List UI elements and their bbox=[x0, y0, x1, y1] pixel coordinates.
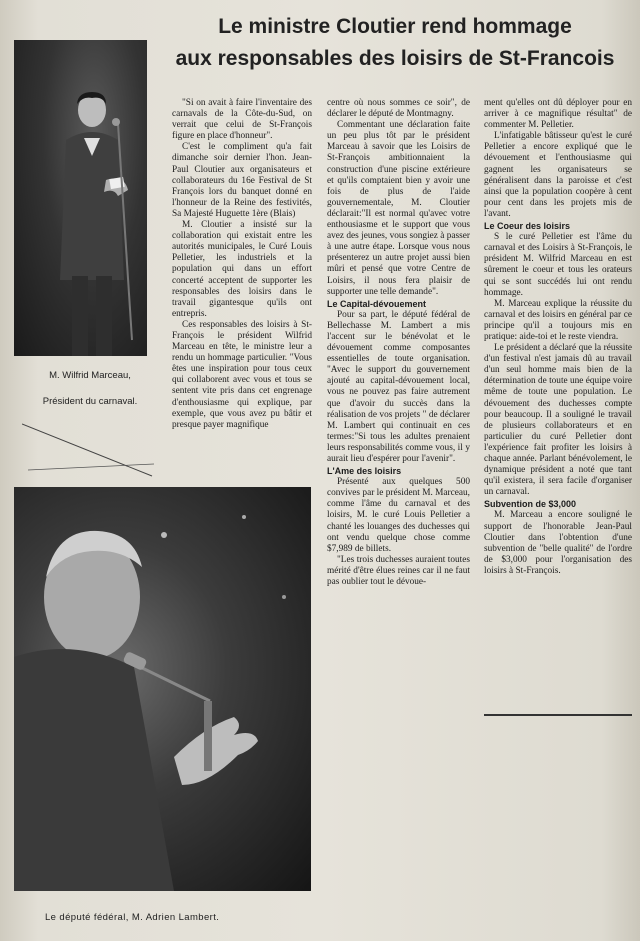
speaker-at-microphone-figure bbox=[14, 40, 147, 356]
headline-line-2: aux responsables des loisirs de St-Francois bbox=[175, 47, 615, 70]
paragraph: Pour sa part, le député fédéral de Bellechasse M. Lambert a mis l'accent sur le bénévolat et le dévouement comme composantes essentielles de toute organisation. "Avec le support du gouvernement ajouté au capital-dévouement local, vous ne pouvez pas faire autrement que d'avoir du succès dans la réalisation de vos projets " de déclarer M. Lambert qui continuait en ces termes:"Si tous les adultes prenaient leurs responsabilités comme vous, il y aurait lieu d'espérer pour l'avenir". bbox=[327, 309, 470, 464]
paragraph: Commentant une déclaration faite un peu plus tôt par le président Marceau à savoir que les Loisirs de St-François ambitionnaient la construction d'une piscine extérieure et qu'ils comptaient bien y avoir une fois de plus de l'aide gouvernementale, M. Cloutier déclarait:"Il est normal qu'avec votre enthousiasme et le support que vous avez des jeunes, vous songiez à passer à une autre étape. Lorsque vous nous présenterez un autre projet aussi bien mûri et pensé que votre Centre de Loisirs, il nous fera plaisir de supporter une telle demande". bbox=[327, 120, 470, 297]
article-headline bbox=[160, 14, 630, 72]
article-column-1 bbox=[172, 98, 312, 431]
paragraph: Le président a déclaré que la réussite d'un festival n'est jamais dû au travail d'un seul homme mais bien de la détermination de toute une équipe voire même de toute une population. Le dévouement des duchesses compte pour beaucoup. Il a souligné le travail de plusieurs collaborateurs et en particulier du curé Pelletier dont l'expérience fait profiter les loisirs à chaque année. Parlant bénévolement, le dynamique président a noté que tant qu'il existera, il sera facile d'organiser un carnaval. bbox=[484, 343, 632, 498]
paragraph: L'infatigable bâtisseur qu'est le curé Pelletier a encore expliqué que le dévouement et l'enthousiasme qui gagnent les organisateurs se généralisent dans la paroisse et c'est ainsi que la population coopère à cent pour cent dans les projets mis de l'avant. bbox=[484, 131, 632, 219]
headline-line-1: Le ministre Cloutier rend hommage bbox=[218, 15, 572, 38]
subheading-coeur-des-loisirs: Le Coeur des loisirs bbox=[484, 221, 571, 232]
subheading-capital-devouement: Le Capital-dévouement bbox=[327, 298, 427, 309]
pencil-cross-mark bbox=[22, 418, 157, 480]
paragraph: M. Marceau a encore souligné le support de l'honorable Jean-Paul Cloutier dans l'obtention d'une subvention de "belle qualité" de l'ordre de $3,000 pour l'organisation des loisirs à St-François. bbox=[484, 510, 632, 576]
paragraph: centre où nous sommes ce soir", de déclarer le député de Montmagny. bbox=[327, 98, 470, 120]
deputy-speaking-figure bbox=[14, 487, 311, 891]
top-photo-caption-title: Président du carnaval. bbox=[42, 396, 138, 407]
paragraph: Ces responsables des loisirs à St-François le président Wilfrid Marceau en tête, le ministre leur a rendu un hommage particulier. "Vous êtes une inspiration pour tous ceux qui collaborent avec vous et tous se sentent vite pris dans cet engrenage d'enthousiasme qui explique, par exemple, que vous avez pu bâtir et presque payer magnifique bbox=[172, 319, 312, 430]
paragraph: Présenté aux quelques 500 convives par le président M. Marceau, comme l'âme du carnaval et des loisirs, M. le curé Louis Pelletier a chanté les louanges des duchesses qui ont vendu quelque chose comme $7,989 de billets. bbox=[327, 477, 470, 554]
end-of-article-rule bbox=[484, 714, 632, 716]
top-photo-caption-name: M. Wilfrid Marceau, bbox=[49, 370, 131, 381]
paragraph: "Les trois duchesses auraient toutes mérité d'être élues reines car il ne faut pas oublier tout le dévoue- bbox=[327, 554, 470, 588]
subheading-ame-des-loisirs: L'Ame des loisirs bbox=[327, 466, 402, 477]
paragraph: C'est le compliment qu'a fait dimanche soir dernier l'hon. Jean-Paul Cloutier aux organisateurs et collaborateurs du 16e Festival de St François lors du banquet donné en l'honneur de la Reine des festivités, Sa Majesté Huguette 1ère (Blais) bbox=[172, 142, 312, 219]
bottom-photo-caption: Le député fédéral, M. Adrien Lambert. bbox=[45, 912, 220, 923]
paragraph: S le curé Pelletier est l'âme du carnaval et des Loisirs à St-François, le président M. Wilfrid Marceau en est sûrement le coeur et tous les orateurs qui se sont succédés lui ont rendu hommage. bbox=[484, 232, 632, 298]
photo-adrien-lambert bbox=[14, 487, 311, 891]
subheading-subvention: Subvention de $3,000 bbox=[484, 499, 577, 510]
paragraph: "Si on avait à faire l'inventaire des carnavals de la Côte-du-Sud, on verrait que celui de St-François figure en place d'honneur". bbox=[172, 98, 312, 142]
paragraph: M. Cloutier a insisté sur la collaboration qui existait entre les autorités municipales, le Curé Louis Pelletier, les industriels et la population qui dans un effort concerté acceptent de supporter les responsables des loisirs dans le travail gigantesque qu'ils ont entrepris. bbox=[172, 220, 312, 319]
article-column-2 bbox=[327, 98, 470, 588]
photo-wilfrid-marceau bbox=[14, 40, 147, 356]
paragraph: ment qu'elles ont dû déployer pour en arriver à ce magnifique résultat" de commenter M. Pelletier. bbox=[484, 98, 632, 131]
paragraph: M. Marceau explique la réussite du carnaval et des loisirs en général par ce principe qu'il a toujours mis en pratique: aide-toi et le reste viendra. bbox=[484, 298, 632, 342]
article-column-3 bbox=[484, 98, 632, 577]
